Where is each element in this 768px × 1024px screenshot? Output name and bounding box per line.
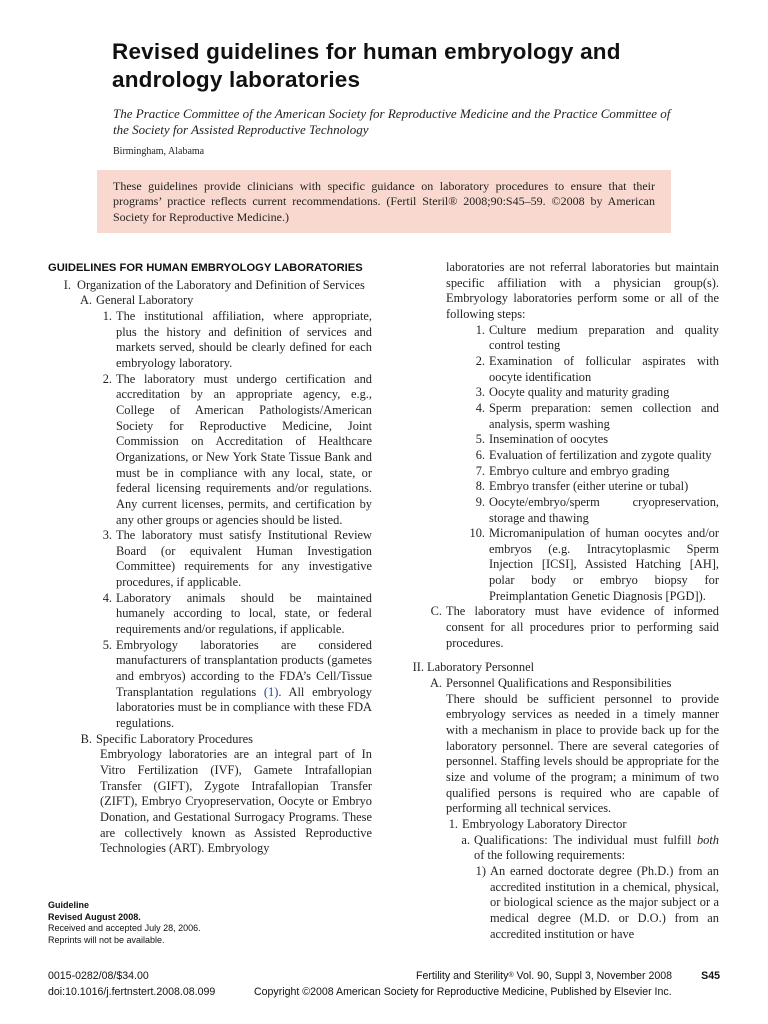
journal-name: Fertility and Sterility — [416, 970, 509, 982]
list-text: Embryo culture and embryo grading — [489, 463, 670, 478]
left-column — [48, 260, 372, 857]
body-paragraph: There should be sufficient personnel to provide embryology services as needed in a timely manner with a mechanism in place to provide back up for the laboratory personnel. There are several categories of personnel. Staffing levels should be appropriate for the size and volume of the program; a minimum of two qualified persons is required who are capable of performing all technical services. — [446, 691, 719, 816]
section-i-a — [48, 293, 372, 309]
list-text: Evaluation of fertilization and zygote quality — [489, 447, 712, 462]
list-text: Oocyte/embryo/sperm cryopreservation, storage and thawing — [489, 494, 719, 525]
list-item — [408, 495, 719, 526]
affiliation-location: Birmingham, Alabama — [113, 146, 205, 157]
list-number: 6. — [475, 447, 485, 462]
list-item — [408, 464, 719, 480]
list-text: Culture medium preparation and quality control testing — [489, 322, 719, 353]
list-text: The laboratory must have evidence of informed consent for all procedures prior to performing said procedures. — [446, 604, 719, 650]
body-paragraph: Embryology laboratories are an integral part of In Vitro Fertilization (IVF), Gamete Intrafallopian Transfer (GIFT), Zygote Intrafallopian Transfer (ZIFT), Embryo Cryopreservation, Oocyte or Embryo Donation, and Gestational Surrogacy Programs. These are collectively known as Assisted Reproductive Technologies (ART). Embryology — [100, 747, 372, 856]
list-text: An earned doctorate degree (Ph.D.) from an accredited institution in a chemical, physical, or biological science as the major subject or a medical degree (M.D. or D.O.) from an accredited institution or have — [490, 863, 719, 941]
director-heading — [408, 817, 719, 833]
list-number: 3. — [102, 528, 112, 543]
list-number: A. — [79, 293, 92, 308]
received-date: Received and accepted July 28, 2006. — [48, 923, 201, 933]
list-item — [48, 309, 372, 372]
section-i-b — [48, 732, 372, 748]
abstract-box — [97, 170, 671, 233]
list-item — [408, 401, 719, 432]
requirement-item — [408, 864, 719, 942]
list-number: 1. — [475, 322, 485, 337]
page-number: S45 — [701, 970, 720, 982]
list-item — [408, 432, 719, 448]
list-item — [48, 591, 372, 638]
journal-citation — [416, 968, 672, 984]
section-ii — [408, 660, 719, 676]
list-item — [408, 479, 719, 495]
list-number: 7. — [475, 463, 485, 478]
list-text: Laboratory animals should be maintained humanely according to local, state, or federal requirements and/or regulations, if applicable. — [116, 590, 372, 637]
list-text: Oocyte quality and maturity grading — [489, 385, 670, 400]
list-number: 5. — [102, 637, 112, 652]
registered-mark-icon: ® — [508, 972, 514, 979]
list-number: I. — [63, 277, 71, 292]
issn: 0015-0282/08/$34.00 — [48, 970, 149, 982]
list-number: 3. — [475, 385, 485, 400]
right-column — [408, 260, 719, 942]
revised-date: Revised August 2008. — [48, 911, 141, 922]
list-text: General Laboratory — [96, 293, 194, 308]
reference-link[interactable]: (1) — [263, 684, 279, 699]
list-text: Laboratory Personnel — [427, 660, 535, 675]
emphasis-text: both — [696, 832, 719, 847]
list-text: The laboratory must satisfy Institutional Review Board (or equivalent Human Investigation Committee) requirements for any investigative procedures, if applicable. — [116, 528, 372, 590]
section-i-c — [408, 604, 719, 651]
list-text: Embryology laboratories are considered manufacturers of transplantation products (gametes and embryos) according to the FDA’s Cell/Tissue Transplantation regulations — [116, 637, 372, 699]
body-paragraph: laboratories are not referral laboratories but maintain specific affiliation with a physician group(s). Embryology laboratories perform some or all of the following steps: — [446, 260, 719, 321]
list-text: Qualifications: The individual must fulfill — [474, 832, 697, 847]
list-text: The institutional affiliation, where appropriate, plus the history and definition of services and markets served, should be clearly defined for each embryology laboratory. — [116, 308, 372, 370]
list-item — [48, 372, 372, 529]
list-number: 4. — [102, 590, 112, 605]
list-text: Micromanipulation of human oocytes and/or embryos (e.g. Intracytoplasmic Sperm Injection [ICSI], Assisted Hatching [AH], polar body or embryo biopsy for Preimplantation Genetic Diagnosis [PGD]). — [489, 526, 719, 603]
list-item — [408, 323, 719, 354]
list-number: 8. — [475, 479, 485, 494]
spacer — [408, 651, 719, 660]
list-item — [408, 526, 719, 604]
copyright-line: Copyright ©2008 American Society for Reproductive Medicine, Published by Elsevier Inc. — [254, 986, 672, 998]
author-line: The Practice Committee of the American Society for Reproductive Medicine and the Practice Committee of the Society for Assisted Reproductive Technology — [113, 106, 671, 137]
list-text: of the following requirements: — [474, 848, 626, 863]
list-number: II. — [412, 660, 424, 675]
section-ii-a — [408, 676, 719, 692]
list-text: Organization of the Laboratory and Definition of Services — [77, 277, 365, 292]
list-number: 5. — [475, 432, 485, 447]
list-text: Insemination of oocytes — [489, 432, 609, 447]
doi: doi:10.1016/j.fertnstert.2008.08.099 — [48, 986, 216, 998]
section-heading: GUIDELINES FOR HUMAN EMBRYOLOGY LABORATORIES — [48, 262, 363, 274]
list-number: 4. — [475, 400, 485, 415]
list-text: Embryology Laboratory Director — [462, 816, 627, 831]
list-text: Sperm preparation: semen collection and analysis, sperm washing — [489, 400, 719, 431]
list-text: Specific Laboratory Procedures — [96, 731, 253, 746]
list-item — [48, 528, 372, 591]
list-number: 1) — [475, 863, 486, 878]
list-number: B. — [80, 731, 92, 746]
journal-issue: Vol. 90, Suppl 3, November 2008 — [513, 970, 673, 982]
article-type: Guideline — [48, 900, 90, 910]
list-item — [48, 638, 372, 732]
list-text: Embryo transfer (either uterine or tubal) — [489, 479, 689, 494]
list-number: 9. — [475, 494, 485, 509]
reprints-note: Reprints will not be available. — [48, 934, 165, 945]
article-title: Revised guidelines for human embryology and andrology laboratories — [112, 39, 621, 92]
abstract-text: These guidelines provide clinicians with specific guidance on laboratory procedures to ensure that their programs’ practice reflects current recommendations. (Fertil Steril® 2008;90:S45–59. ©2008 by American Society for Reproductive Medicine.) — [113, 179, 655, 224]
list-number: C. — [430, 604, 442, 619]
list-item — [408, 385, 719, 401]
list-number: 1. — [448, 816, 458, 831]
list-number: a. — [461, 832, 470, 847]
list-number: 10. — [469, 526, 485, 541]
list-text: Examination of follicular aspirates with oocyte identification — [489, 353, 719, 384]
list-number: 2. — [102, 371, 112, 386]
list-number: A. — [429, 676, 442, 691]
list-number: 2. — [475, 353, 485, 368]
qualifications-item — [408, 833, 719, 864]
section-i — [48, 278, 372, 294]
list-text: Personnel Qualifications and Responsibilities — [446, 676, 672, 691]
list-item — [408, 448, 719, 464]
list-text: . All embryology laboratories must be in compliance with these FDA regulations. — [116, 684, 372, 731]
list-text: The laboratory must undergo certification and accreditation by an appropriate agency, e.g., College of American Pathologists/American Society for Reproductive Medicine, Joint Commission on Accreditation of Healthcare Organizations, or New York State Tissue Bank and must be in compliance with any local, state, or federal licensing requirements and/or regulations. Any current licenses, permits, and certification by any other groups or agencies should be listed. — [116, 371, 372, 527]
list-item — [408, 354, 719, 385]
list-number: 1. — [102, 308, 112, 323]
article-info-footnote — [48, 900, 278, 946]
